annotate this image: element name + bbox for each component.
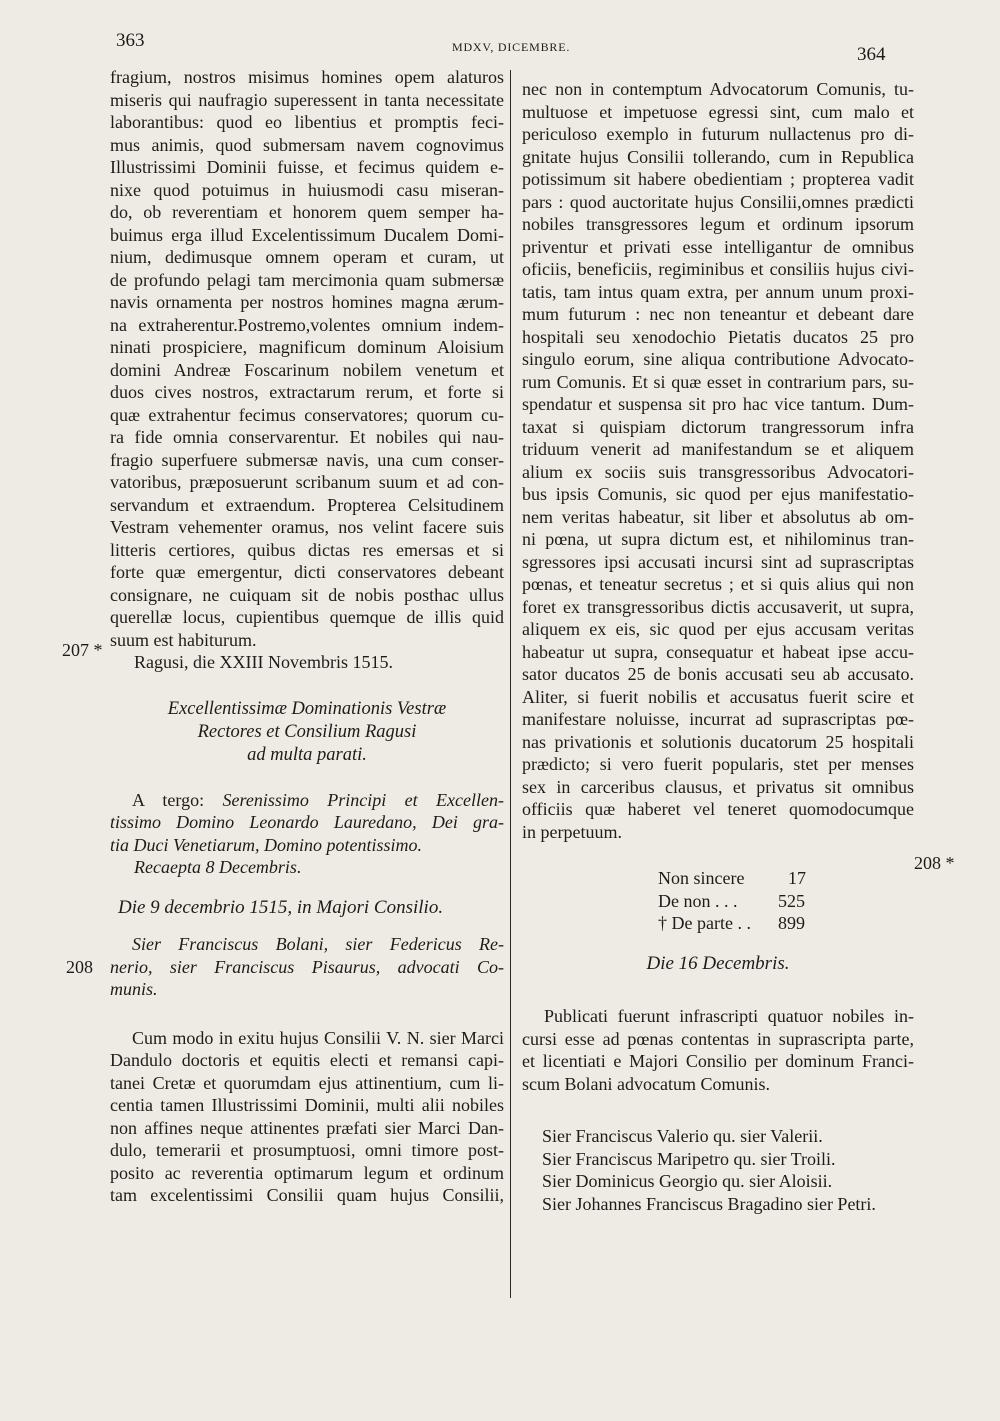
text-line: multuose et impetuose egressi sint, cum malo et (522, 101, 914, 122)
text-line: de profundo pelagi tam mercimonia quam submersæ (110, 269, 504, 290)
text-line: vatoribus, præposuerunt scribanum suum et ad con- (110, 472, 504, 492)
text-line: foret ex transgressoribus dictis accusaverit, ut supra, (522, 596, 914, 617)
text-line: ni pœna, ut supra dictum est, et nihilominus tran- (522, 529, 914, 549)
vote-row (658, 890, 914, 913)
left-paragraph-2 (110, 1027, 504, 1207)
text-line: sator ducatos 25 de bonis accusati seu ab accusato. (522, 664, 914, 684)
text-line: triduum venerit ad manifestandum se et aliquem (522, 439, 914, 459)
vote-label: Non sincere (658, 868, 745, 888)
text-line: Illustrissimi Dominii fuisse, et fecimus quidem e- (110, 157, 504, 177)
text-line: et licentiati e Majori Consilio per dominum Franci- (522, 1051, 914, 1071)
text-line: querellæ locus, cupientibus quemque de illis quid (110, 607, 504, 627)
advocati-block (110, 933, 504, 1001)
text-line: ninati prospiciere, magnificum dominum Aloisium (110, 337, 504, 357)
text-line: navis ornamenta per nostros homines magna ærum- (110, 292, 504, 312)
text-line: hospitali seu xenodochio Pietatis ducatos 25 pro (522, 326, 914, 347)
tergo-continued (110, 811, 504, 856)
column-divider (510, 70, 511, 1298)
text-line: tanei Cretæ et quorumdam ejus attinentium, cum li- (110, 1072, 504, 1093)
running-head: MDXV, DICEMBRE. (452, 40, 571, 54)
text-line: nas privationis et solutionis ducatorum 25 hospitali (522, 731, 914, 752)
text-line: sex in carceribus clausus, et privatus sit omnibus (522, 776, 914, 797)
text-line: posito ac reverentia optimarum legum et ordinum (110, 1162, 504, 1183)
text-line: do, ob reverentiam et honorem quem semper ha- (110, 202, 504, 222)
tergo-line: tissimo Domino Leonardo Lauredano, Dei gra- (110, 812, 504, 832)
text-line: Aliter, si fuerit nobilis et accusatus fuerit scire et (522, 686, 914, 707)
text-line: Dandulo doctoris et equitis electi et remansi capi- (110, 1050, 504, 1070)
name-entry: Sier Johannes Franciscus Bragadino sier Petri. (542, 1193, 876, 1214)
text-line: Publicati fuerunt infrascripti quatuor nobiles in- (544, 1006, 914, 1026)
text-line: spendatur et suspensa sit pro hac vice tantum. Dum- (522, 394, 914, 414)
text-line: ra fide omnia conservarentur. Et nobiles qui nau- (110, 427, 504, 447)
closing-line: Excellentissimæ Dominationis Vestræ (167, 698, 447, 719)
text-line: tatis, tam intus quam extra, per annum unum proxi- (522, 281, 914, 302)
tergo-line: tia Duci Venetiarum, Domino potentissimo. (110, 834, 422, 855)
right-paragraph-1 (522, 78, 914, 843)
text-line: buimus erga illud Excelentissimum Ducalem Domi- (110, 224, 504, 245)
text-line: pœnas, et teneatur secretus ; et si quis alius qui non (522, 574, 914, 594)
advocati-line: munis. (110, 979, 158, 999)
text-line: mum futurum : nec non teneantur et debeant dare (522, 304, 914, 324)
tergo-label: A tergo: (132, 789, 223, 810)
vote-label: † De parte . . (658, 913, 751, 933)
text-line: nixe quod potuimus in huiusmodi casu miseran- (110, 179, 504, 200)
text-line: nem veritas habeatur, sit liber et absolutus ab om- (522, 506, 914, 527)
tergo-block (110, 789, 504, 812)
text-line: Cum modo in exitu hujus Consilii V. N. sier Marci (132, 1027, 504, 1048)
text-line: mus animis, quod submersam navem cognovimus (110, 134, 504, 155)
vote-value: 17 (788, 868, 806, 888)
left-paragraph-1 (110, 66, 504, 651)
text-line: pars : quod auctoritate hujus Consilii,omnes prædicti (522, 191, 914, 212)
text-line: oficiis, beneficiis, regiminibus et consiliis hujus civi- (522, 259, 914, 279)
text-line: fragio superfuere submersæ navis, una cum conser- (110, 449, 504, 470)
text-line: quæ extrahentur fecimus conservatores; quorum cu- (110, 404, 504, 425)
text-line: suum est habiturum. (110, 629, 257, 650)
vote-table (522, 867, 914, 935)
text-line: servandum et extraendum. Propterea Celsitudinem (110, 494, 504, 515)
text-line: miseris qui naufragio superessent in tanta necessitate (110, 89, 504, 110)
text-line: dulo, temerarii et prosumptuosi, omni timore post- (110, 1140, 504, 1160)
text-line: singulo eorum, sine aliqua contributione Advocato- (522, 349, 914, 369)
text-line: sgressores ipsi accusati incursi sint ad suprascriptas (522, 551, 914, 572)
text-line: nobiles transgressores legum et ordinum ipsorum (522, 214, 914, 234)
vote-row (658, 867, 914, 890)
recaepta: Recaepta 8 Decembris. (134, 857, 302, 877)
text-line: domini Andreæ Foscarinum nobilem venetum et (110, 359, 504, 380)
text-line: litteris certiores, quibus dictas res emersas et si (110, 539, 504, 560)
closing-line: ad multa parati. (247, 744, 367, 765)
heading-16-decembris: Die 16 Decembris. (646, 952, 790, 974)
text-line: priventur et privati esse intelligantur de omnibus (522, 236, 914, 257)
advocati-line: Sier Franciscus Bolani, sier Federicus Re- (132, 934, 504, 954)
margin-note-207: 207 * (62, 640, 103, 660)
name-entry: Sier Franciscus Valerio qu. sier Valerii. (542, 1126, 823, 1146)
text-line: duos cives nostros, extractarum rerum, et forte si (110, 382, 504, 402)
text-line: bus ipsis Comunis, sic quod per ejus manifestatio- (522, 484, 914, 504)
text-line: gnitate hujus Consilii tollerando, cum in Republica (522, 146, 914, 167)
text-line: alium ex sociis suis transgressoribus Advocatori- (522, 461, 914, 482)
text-line: habeatur ut supra, consequatur et habeat ipse accu- (522, 641, 914, 662)
names-list (522, 1125, 914, 1215)
text-line: manifestare noluisse, incurrat ad suprascriptas pœ- (522, 709, 914, 729)
right-paragraph-2 (522, 1005, 914, 1095)
margin-note-208-right: 208 * (914, 853, 955, 873)
text-line: Vestram vehementer oramus, nos velint facere suis (110, 517, 504, 537)
left-column (110, 66, 504, 1207)
text-line: tam excelentissimi Consilii quam hujus Consilii, (110, 1185, 504, 1205)
text-line: nec non in contemptum Advocatorum Comunis, tu- (522, 79, 914, 99)
text-line: centia tamen Illustrissimi Dominii, multi alii nobiles (110, 1095, 504, 1115)
tergo-line: Serenissimo Principi et Excellen- (222, 789, 504, 810)
text-line: potissimum sit habere obedientiam ; propterea vadit (522, 169, 914, 189)
text-line: taxat si quispiam dictorum trangressorum infra (522, 416, 914, 437)
vote-label: De non . . . (658, 890, 738, 911)
page-number-right: 364 (857, 44, 886, 65)
margin-note-208-left: 208 (66, 957, 93, 977)
text-line: non affines neque attinentes præfati sier Marci Dan- (110, 1117, 504, 1138)
closing-block (110, 698, 504, 767)
name-entry: Sier Franciscus Maripetro qu. sier Troili. (542, 1148, 836, 1169)
text-line: consignare, ne cuiquam sit de nobis posthac ullus (110, 584, 504, 605)
text-line: periculoso exemplo in futurum nullactenus pro di- (522, 124, 914, 144)
vote-value: 525 (778, 890, 805, 911)
closing-line: Rectores et Consilium Ragusi (197, 721, 417, 742)
name-entry: Sier Dominicus Georgio qu. sier Aloisii. (542, 1171, 833, 1191)
text-line: in perpetuum. (522, 821, 622, 842)
vote-row (658, 912, 914, 935)
advocati-line: nerio, sier Franciscus Pisaurus, advocati Co- (110, 956, 504, 977)
page-number-left: 363 (116, 30, 145, 51)
text-line: cursi esse ad pœnas contentas in suprascripta parte, (522, 1028, 914, 1049)
text-line: na extraherentur.Postremo,volentes omnium indem- (110, 314, 504, 335)
text-line: aliquem ex eis, sic quod per ejus accusam veritas (522, 619, 914, 639)
text-line: officiis quæ haberet vel teneret quomodocumque (522, 799, 914, 819)
text-line: forte quæ emergentur, dicti conservatores debeant (110, 562, 504, 582)
text-line: nium, dedimusque omnem operam et curam, ut (110, 247, 504, 267)
text-line: laborantibus: quod eo libentius et promptis feci- (110, 112, 504, 132)
right-column (522, 78, 914, 1215)
text-line: scum Bolani advocatum Comunis. (522, 1073, 770, 1094)
dateline: Ragusi, die XXIII Novembris 1515. (134, 652, 393, 672)
heading-208: Die 9 decembrio 1515, in Majori Consilio. (118, 896, 444, 918)
vote-value: 899 (778, 913, 805, 933)
text-line: prædicto; si vero fuerit popularis, stet per menses (522, 754, 914, 774)
text-line: fragium, nostros misimus homines opem alaturos (110, 67, 504, 87)
text-line: rum Comunis. Et si quæ esset in contrarium pars, su- (522, 371, 914, 392)
